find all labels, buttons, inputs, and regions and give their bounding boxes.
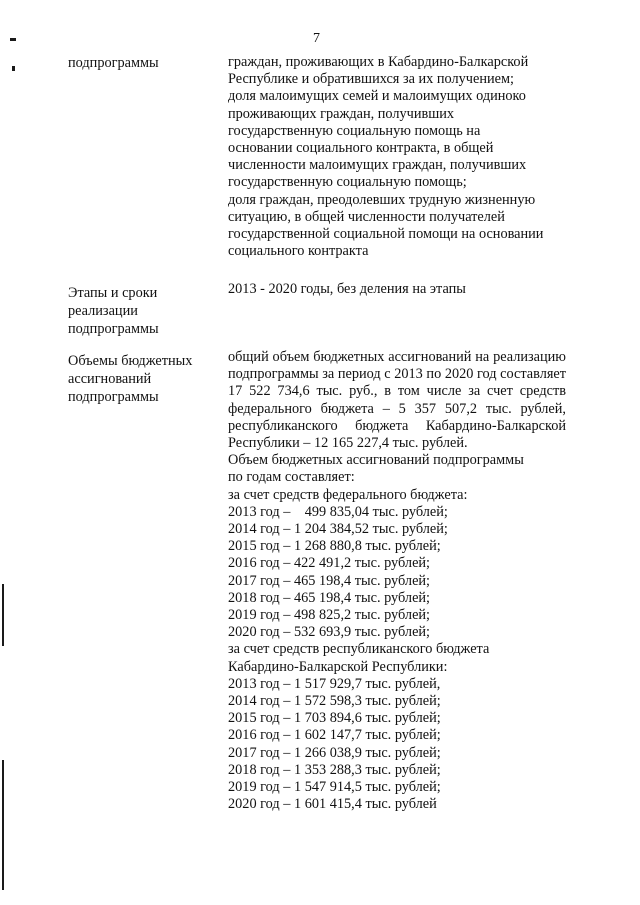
scan-mark-small [12,66,15,71]
text-line: доля граждан, преодолевших трудную жизненную [228,191,536,208]
regional-year-line: 2014 год – 1 572 598,3 тыс. рублей; [228,693,441,710]
regional-year-line: 2020 год – 1 601 415,4 тыс. рублей [228,796,437,813]
text-line: Объем бюджетных ассигнований подпрограммы [228,452,524,469]
section2-label [68,284,218,338]
text-line: государственную социальную помощь на [228,122,481,139]
federal-year-line: 2020 год – 532 693,9 тыс. рублей; [228,624,431,641]
regional-year-line: 2018 год – 1 353 288,3 тыс. рублей; [228,761,441,778]
regional-year-line: 2015 год – 1 703 894,6 тыс. рублей; [228,710,441,727]
section1-label [68,54,218,72]
scan-edge-line-1 [2,584,4,646]
regional-heading-line: за счет средств республиканского бюджета [228,641,490,658]
label-line: подпрограммы [68,389,159,405]
regional-year-line: 2019 год – 1 547 914,5 тыс. рублей; [228,779,441,796]
scan-mark-top [10,38,16,41]
label-line: подпрограммы [68,321,159,337]
text-line: основании социального контракта, в общей [228,140,494,157]
regional-year-line: 2017 год – 1 266 038,9 тыс. рублей; [228,744,441,761]
text-line: численности малоимущих граждан, получивших [228,157,527,174]
label-line: Этапы и сроки [68,285,158,301]
text-line: государственной социальной помощи на основании [228,226,544,243]
section1-label-text: подпрограммы [68,55,159,71]
text-line: Республике и обратившихся за их получением; [228,71,514,88]
section1-text [228,54,566,260]
federal-year-line: 2016 год – 422 491,2 тыс. рублей; [228,555,431,572]
text-line: граждан, проживающих в Кабардино-Балкарской [228,54,529,70]
label-line: реализации [68,303,138,319]
federal-year-line: 2018 год – 465 198,4 тыс. рублей; [228,589,431,606]
federal-year-line: 2017 год – 465 198,4 тыс. рублей; [228,572,431,589]
regional-year-line: 2016 год – 1 602 147,7 тыс. рублей; [228,727,441,744]
section3-label [68,352,218,406]
text-line: 2013 - 2020 годы, без деления на этапы [228,281,466,297]
text-line: ситуацию, в общей численности получателей [228,208,505,225]
scan-edge-line-2 [2,760,4,890]
federal-year-line: 2013 год – 499 835,04 тыс. рублей; [228,503,448,520]
regional-heading-line: Кабардино-Балкарской Республики: [228,658,448,675]
federal-heading: за счет средств федерального бюджета: [228,486,468,503]
label-line: ассигнований [68,371,152,387]
budget-intro-paragraph: общий объем бюджетных ассигнований на реализацию подпрограммы за период с 2013 по 2020 год составляет 17 522 734,6 тыс. руб., в том числе за счет средств федерального бюджета – 5 357 507,2 тыс. рублей, республиканского бюджета Кабардино-Балкарской Республики – 12 165 227,4 тыс. рублей. [228,349,566,452]
page-number: 7 [313,31,320,46]
text-line: государственную социальную помощь; [228,174,467,191]
regional-year-line: 2013 год – 1 517 929,7 тыс. рублей, [228,675,441,692]
federal-year-line: 2019 год – 498 825,2 тыс. рублей; [228,607,431,624]
section2-text [228,281,566,298]
label-line: Объемы бюджетных [68,353,193,369]
text-line: по годам составляет: [228,469,355,486]
text-line: проживающих граждан, получивших [228,105,455,122]
federal-year-line: 2014 год – 1 204 384,52 тыс. рублей; [228,521,448,538]
text-line: социального контракта [228,243,369,260]
text-line: доля малоимущих семей и малоимущих одиноко [228,88,526,105]
federal-year-line: 2015 год – 1 268 880,8 тыс. рублей; [228,538,441,555]
section3-text [228,349,566,813]
